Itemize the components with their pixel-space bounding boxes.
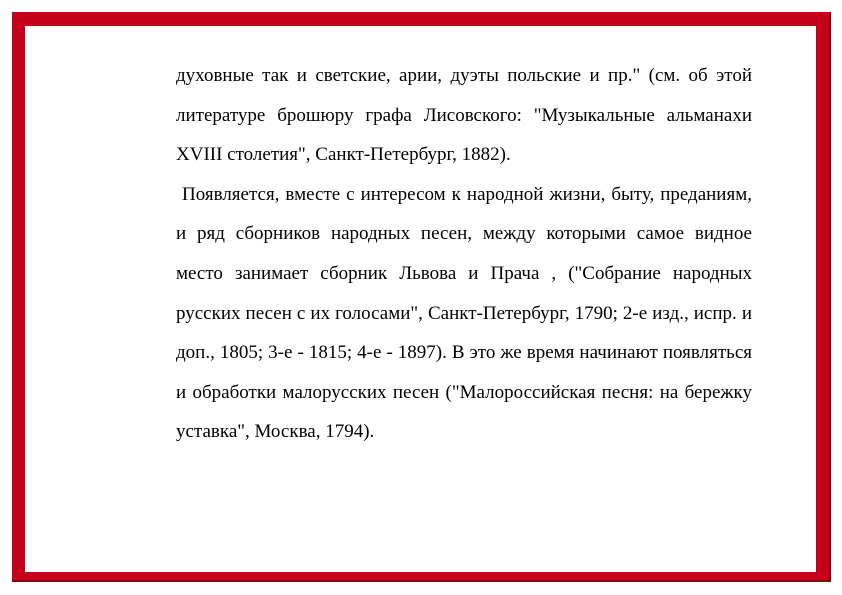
paragraph-folk-song-collections: Появляется, вместе с интересом к народной жизни, быту, преданиям, и ряд сборников народных песен, между которыми самое видное место занимает сборник Львова и Прача , ("Собрание народных русских песен с их голосами", Санкт-Петербург, 1790; 2-е изд., испр. и доп., 1805; 3-е - 1815; 4-е - 1897). В это же время начинают появляться и обработки малорусских песен ("Малороссийская песня: на бережку уставка", Москва, 1794). (176, 183, 752, 443)
paragraph-continuation: духовные так и светские, арии, дуэты польские и пр." (см. об этой литературе брошюру графа Лисовского: "Музыкальные альманахи XVIII столетия", Санкт-Петербург, 1882). (176, 65, 752, 166)
body-text (176, 56, 752, 452)
frame-shadow-bottom (12, 580, 831, 582)
frame-shadow-right (829, 12, 831, 582)
